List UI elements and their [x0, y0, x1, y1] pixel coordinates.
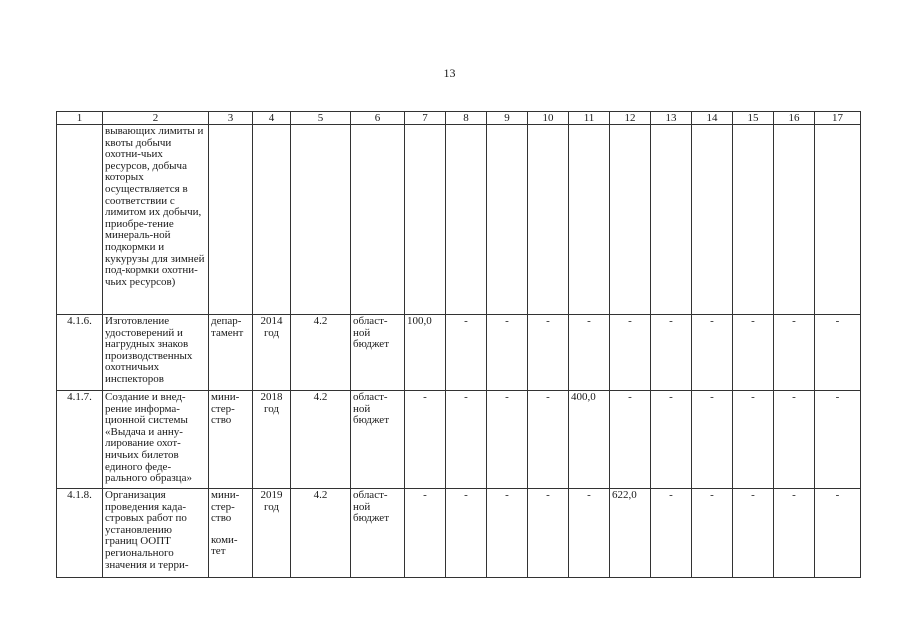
activity-name: Организация проведения када-стровых работ по установлению границ ООПТ регионального значения и терри- — [103, 489, 209, 578]
value-cell: - — [733, 489, 774, 578]
column-header: 12 — [610, 112, 651, 125]
value-cell: - — [610, 391, 651, 489]
value-cell: - — [405, 489, 446, 578]
value-cell: - — [774, 391, 815, 489]
value-cell: - — [405, 391, 446, 489]
value-cell: - — [446, 391, 487, 489]
value-cell: - — [487, 315, 528, 391]
funding-source: област-ной бюджет — [351, 315, 405, 391]
value-cell: - — [528, 391, 569, 489]
value-cell: - — [815, 391, 861, 489]
column-header: 17 — [815, 112, 861, 125]
value-cell: - — [733, 315, 774, 391]
value-cell: - — [446, 489, 487, 578]
value-cell: - — [651, 489, 692, 578]
value-cell: - — [569, 489, 610, 578]
column-header: 8 — [446, 112, 487, 125]
continuation-text: вывающих лимиты и квоты добычи охотни-чьих ресурсов, добыча которых осуществляется в соответствии с лимитом их добычи, приобре-тение минераль-ной подкормки и кукурузы для зимней под-кормки охотни-чьих ресурсов) — [103, 125, 209, 315]
value-cell: - — [528, 315, 569, 391]
executor: депар-тамент — [209, 315, 253, 391]
table-row — [57, 391, 861, 489]
page-number: 13 — [443, 66, 456, 80]
value-cell: - — [774, 315, 815, 391]
code: 4.2 — [291, 315, 351, 391]
column-header: 14 — [692, 112, 733, 125]
value-cell: - — [446, 315, 487, 391]
year: 2019 год — [253, 489, 291, 578]
budget-table — [56, 111, 861, 578]
code: 4.2 — [291, 489, 351, 578]
funding-source: област-ной бюджет — [351, 489, 405, 578]
table-row-continuation — [57, 125, 861, 315]
value-cell: - — [815, 489, 861, 578]
executor-cell — [209, 489, 253, 578]
column-header: 10 — [528, 112, 569, 125]
value-cell: - — [815, 315, 861, 391]
column-header: 2 — [103, 112, 209, 125]
row-number: 4.1.7. — [57, 391, 103, 489]
funding-source: област-ной бюджет — [351, 391, 405, 489]
row-number: 4.1.6. — [57, 315, 103, 391]
column-header: 1 — [57, 112, 103, 125]
activity-name: Изготовление удостоверений и нагрудных знаков производственных охотничьих инспекторов — [103, 315, 209, 391]
column-header: 15 — [733, 112, 774, 125]
value-cell: - — [651, 315, 692, 391]
value-cell: - — [487, 391, 528, 489]
row-number: 4.1.8. — [57, 489, 103, 578]
value-cell: - — [610, 315, 651, 391]
code: 4.2 — [291, 391, 351, 489]
column-header: 6 — [351, 112, 405, 125]
activity-name: Создание и внед-рение информа-ционной системы «Выдача и анну-лирование охот-ничьих билетов единого феде-рального образца» — [103, 391, 209, 489]
value-cell: - — [692, 315, 733, 391]
column-header: 4 — [253, 112, 291, 125]
value-cell: 400,0 — [569, 391, 610, 489]
value-cell: 100,0 — [405, 315, 446, 391]
column-header: 11 — [569, 112, 610, 125]
table-row — [57, 489, 861, 578]
value-cell: - — [692, 391, 733, 489]
value-cell: - — [487, 489, 528, 578]
table-row — [57, 315, 861, 391]
column-header: 5 — [291, 112, 351, 125]
value-cell: - — [774, 489, 815, 578]
value-cell: - — [692, 489, 733, 578]
value-cell: 622,0 — [610, 489, 651, 578]
column-header: 7 — [405, 112, 446, 125]
value-cell: - — [733, 391, 774, 489]
executor-2: коми-тет — [211, 533, 238, 558]
year: 2014 год — [253, 315, 291, 391]
column-header: 16 — [774, 112, 815, 125]
value-cell: - — [528, 489, 569, 578]
column-header: 13 — [651, 112, 692, 125]
year: 2018 год — [253, 391, 291, 489]
executor: мини-стер-ство — [211, 489, 240, 525]
column-header: 3 — [209, 112, 253, 125]
executor: мини-стер-ство — [209, 391, 253, 489]
value-cell: - — [651, 391, 692, 489]
header-row — [57, 112, 861, 125]
value-cell: - — [569, 315, 610, 391]
column-header: 9 — [487, 112, 528, 125]
